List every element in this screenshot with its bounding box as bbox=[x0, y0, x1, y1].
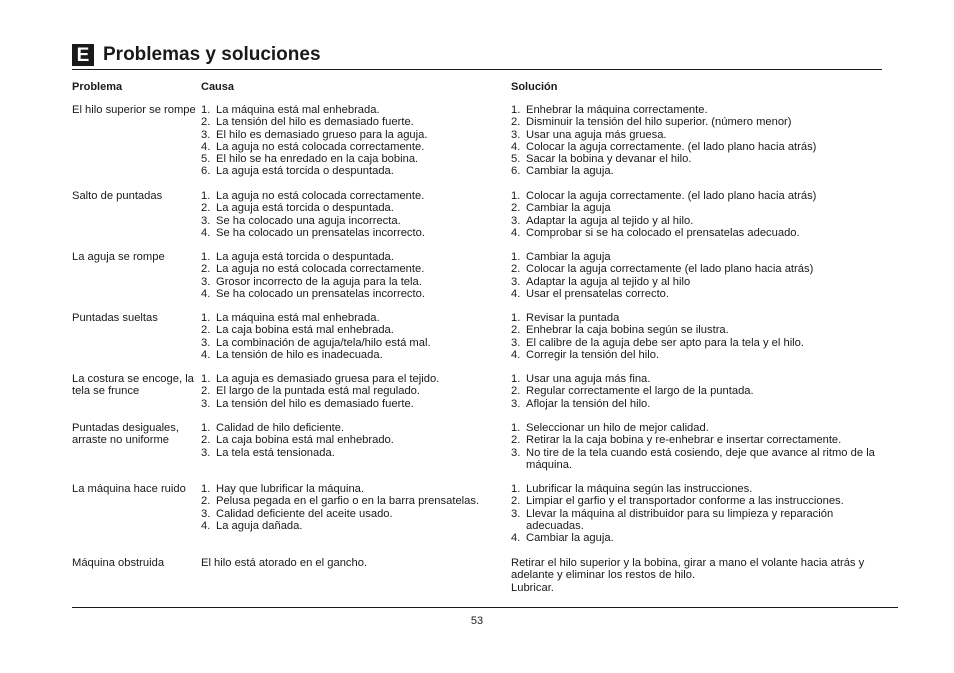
item-text: Colocar la aguja correctamente (el lado plano hacia atrás) bbox=[526, 263, 814, 276]
item-number: 3. bbox=[511, 275, 521, 288]
cause-list bbox=[201, 251, 501, 300]
item-text: Enhebrar la máquina correctamente. bbox=[526, 104, 708, 116]
cause-text: El hilo está atorado en el gancho. bbox=[201, 557, 368, 569]
cause-item bbox=[201, 337, 501, 349]
item-number: 4. bbox=[201, 140, 211, 153]
cause-item bbox=[201, 373, 501, 385]
cause-item bbox=[201, 202, 501, 214]
solution-item bbox=[511, 373, 891, 385]
item-text: El hilo es demasiado grueso para la aguja. bbox=[216, 128, 428, 141]
solution-item bbox=[511, 251, 891, 263]
item-text: Revisar la puntada bbox=[526, 312, 620, 324]
cause-item bbox=[201, 251, 501, 263]
item-number: 6. bbox=[201, 165, 211, 178]
problem-label: La aguja se rompe bbox=[72, 251, 165, 263]
item-text: Adaptar la aguja al tejido y al hilo bbox=[526, 275, 691, 288]
item-number: 2. bbox=[511, 116, 521, 129]
item-number: 6. bbox=[511, 165, 521, 178]
item-text: Calidad deficiente del aceite usado. bbox=[216, 507, 393, 520]
item-number: 2. bbox=[511, 324, 521, 337]
solution-item bbox=[511, 385, 891, 397]
column-header-solution: Solución bbox=[511, 81, 558, 93]
solution-item bbox=[511, 495, 891, 507]
page-title: Problemas y soluciones bbox=[103, 44, 321, 65]
item-number: 5. bbox=[201, 153, 211, 166]
column-header-cause: Causa bbox=[201, 81, 235, 93]
solution-item bbox=[511, 288, 891, 300]
solution-item bbox=[511, 227, 891, 239]
item-text: Adaptar la aguja al tejido y al hilo. bbox=[526, 214, 694, 227]
solution-item bbox=[511, 263, 891, 275]
item-number: 1. bbox=[511, 104, 521, 116]
item-number: 2. bbox=[511, 202, 521, 215]
item-number: 4. bbox=[201, 226, 211, 239]
item-text: La aguja dañada. bbox=[216, 519, 303, 532]
item-number: 4. bbox=[201, 287, 211, 300]
solution-line: Retirar el hilo superior y la bobina, girar a mano el volante hacia atrás y adelante y eliminar los restos de hilo. bbox=[511, 557, 865, 582]
cause-list bbox=[201, 422, 501, 459]
solution-item bbox=[511, 337, 891, 349]
problem-label: Salto de puntadas bbox=[72, 190, 163, 202]
item-text: Comprobar si se ha colocado el prensatelas adecuado. bbox=[526, 226, 800, 239]
item-text: Cambiar la aguja bbox=[526, 251, 611, 263]
item-number: 3. bbox=[511, 446, 521, 459]
solution-item bbox=[511, 532, 891, 544]
item-number: 3. bbox=[511, 397, 521, 410]
item-text: Pelusa pegada en el garfio o en la barra prensatelas. bbox=[216, 495, 480, 508]
cause-item bbox=[201, 276, 501, 288]
item-number: 2. bbox=[201, 434, 211, 447]
solution-item bbox=[511, 129, 891, 141]
cause-item bbox=[201, 263, 501, 275]
cause-item bbox=[201, 165, 501, 177]
item-text: Retirar la la caja bobina y re-enhebrar e insertar correctamente. bbox=[526, 434, 842, 447]
solution-item bbox=[511, 483, 891, 495]
item-number: 2. bbox=[511, 263, 521, 276]
section-header bbox=[72, 44, 321, 66]
cause-item bbox=[201, 398, 501, 410]
solution-item bbox=[511, 434, 891, 446]
item-text: La máquina está mal enhebrada. bbox=[216, 312, 380, 324]
solution-item bbox=[511, 508, 891, 533]
problem-label: La costura se encoge, la tela se frunce bbox=[72, 373, 194, 398]
item-number: 3. bbox=[201, 446, 211, 459]
item-text: Cambiar la aguja. bbox=[526, 165, 614, 178]
item-text: Calidad de hilo deficiente. bbox=[216, 422, 345, 434]
item-number: 4. bbox=[511, 532, 521, 545]
item-text: La aguja está torcida o despuntada. bbox=[216, 165, 394, 178]
footer-divider bbox=[72, 607, 898, 608]
item-number: 2. bbox=[201, 495, 211, 508]
item-number: 3. bbox=[511, 128, 521, 141]
item-number: 3. bbox=[201, 214, 211, 227]
item-number: 2. bbox=[201, 202, 211, 215]
item-number: 1. bbox=[201, 312, 211, 324]
item-text: Cambiar la aguja. bbox=[526, 532, 614, 545]
item-number: 3. bbox=[511, 507, 521, 520]
item-number: 2. bbox=[201, 324, 211, 337]
solution-item bbox=[511, 104, 891, 116]
solution-item bbox=[511, 398, 891, 410]
item-text: El calibre de la aguja debe ser apto para la tela y el hilo. bbox=[526, 336, 804, 349]
solution-item bbox=[511, 165, 891, 177]
cause-list bbox=[201, 312, 501, 361]
item-number: 3. bbox=[511, 214, 521, 227]
item-text: Disminuir la tensión del hilo superior. (número menor) bbox=[526, 116, 792, 129]
problem-label: Puntadas sueltas bbox=[72, 312, 158, 324]
item-text: La tensión del hilo es demasiado fuerte. bbox=[216, 397, 414, 410]
item-number: 3. bbox=[511, 336, 521, 349]
item-text: La caja bobina está mal enhebrado. bbox=[216, 434, 394, 447]
solution-item bbox=[511, 349, 891, 361]
item-number: 1. bbox=[201, 251, 211, 263]
cause-list bbox=[201, 190, 501, 239]
cause-list bbox=[201, 373, 501, 410]
item-text: Colocar la aguja correctamente. (el lado plano hacia atrás) bbox=[526, 140, 817, 153]
item-number: 1. bbox=[511, 483, 521, 495]
problem-label: Puntadas desiguales, arraste no uniforme bbox=[72, 422, 179, 447]
solution-item bbox=[511, 324, 891, 336]
solution-item bbox=[511, 141, 891, 153]
item-text: Corregir la tensión del hilo. bbox=[526, 348, 660, 361]
item-text: La aguja está torcida o despuntada. bbox=[216, 202, 394, 215]
item-number: 4. bbox=[511, 140, 521, 153]
cause-item bbox=[201, 312, 501, 324]
solution-text bbox=[511, 557, 881, 594]
item-number: 2. bbox=[201, 116, 211, 129]
item-text: La caja bobina está mal enhebrada. bbox=[216, 324, 394, 337]
item-number: 3. bbox=[201, 128, 211, 141]
solution-item bbox=[511, 312, 891, 324]
item-text: Sacar la bobina y devanar el hilo. bbox=[526, 153, 692, 166]
item-number: 1. bbox=[511, 190, 521, 202]
solution-list bbox=[511, 373, 891, 410]
item-number: 4. bbox=[511, 348, 521, 361]
cause-item bbox=[201, 422, 501, 434]
solution-item bbox=[511, 153, 891, 165]
item-text: Cambiar la aguja bbox=[526, 202, 611, 215]
cause-item bbox=[201, 288, 501, 300]
item-text: El largo de la puntada está mal regulado. bbox=[216, 385, 420, 398]
solution-item bbox=[511, 116, 891, 128]
item-number: 1. bbox=[511, 312, 521, 324]
item-number: 2. bbox=[201, 385, 211, 398]
section-letter-badge: E bbox=[72, 44, 94, 66]
solution-list bbox=[511, 422, 891, 471]
item-number: 1. bbox=[201, 422, 211, 434]
solution-item bbox=[511, 202, 891, 214]
cause-item bbox=[201, 483, 501, 495]
item-text: Enhebrar la caja bobina según se ilustra. bbox=[526, 324, 729, 337]
item-text: La aguja no está colocada correctamente. bbox=[216, 263, 425, 276]
solution-list bbox=[511, 251, 891, 300]
problem-label: La máquina hace ruido bbox=[72, 483, 186, 495]
solution-item bbox=[511, 215, 891, 227]
item-text: Usar una aguja más fina. bbox=[526, 373, 651, 385]
item-text: Llevar la máquina al distribuidor para su limpieza y reparación adecuadas. bbox=[526, 507, 834, 532]
cause-item bbox=[201, 116, 501, 128]
item-text: El hilo se ha enredado en la caja bobina. bbox=[216, 153, 419, 166]
item-number: 4. bbox=[201, 348, 211, 361]
item-text: Colocar la aguja correctamente. (el lado plano hacia atrás) bbox=[526, 190, 817, 202]
cause-item bbox=[201, 349, 501, 361]
solution-item bbox=[511, 190, 891, 202]
column-header-problem: Problema bbox=[72, 81, 123, 93]
cause-item bbox=[201, 129, 501, 141]
item-text: Usar el prensatelas correcto. bbox=[526, 287, 670, 300]
item-text: La aguja no está colocada correctamente. bbox=[216, 140, 425, 153]
item-text: La tela está tensionada. bbox=[216, 446, 335, 459]
solution-list bbox=[511, 190, 891, 239]
item-text: Seleccionar un hilo de mejor calidad. bbox=[526, 422, 709, 434]
solution-list bbox=[511, 104, 891, 178]
cause-item bbox=[201, 434, 501, 446]
item-text: Se ha colocado una aguja incorrecta. bbox=[216, 214, 401, 227]
cause-item bbox=[201, 215, 501, 227]
solution-item bbox=[511, 276, 891, 288]
cause-item bbox=[201, 324, 501, 336]
item-text: La tensión de hilo es inadecuada. bbox=[216, 348, 383, 361]
solution-item bbox=[511, 447, 891, 472]
cause-item bbox=[201, 227, 501, 239]
item-number: 1. bbox=[201, 190, 211, 202]
item-text: Se ha colocado un prensatelas incorrecto. bbox=[216, 226, 425, 239]
cause-list bbox=[201, 483, 501, 532]
item-number: 3. bbox=[201, 336, 211, 349]
cause-item bbox=[201, 508, 501, 520]
cause-item bbox=[201, 104, 501, 116]
item-number: 4. bbox=[201, 519, 211, 532]
item-text: La tensión del hilo es demasiado fuerte. bbox=[216, 116, 414, 129]
item-number: 1. bbox=[201, 483, 211, 495]
item-text: La máquina está mal enhebrada. bbox=[216, 104, 380, 116]
item-text: No tire de la tela cuando está cosiendo, deje que avance al ritmo de la máquina. bbox=[526, 446, 875, 471]
item-text: Usar una aguja más gruesa. bbox=[526, 128, 667, 141]
problem-label: El hilo superior se rompe bbox=[72, 104, 196, 116]
item-text: Lubrificar la máquina según las instrucciones. bbox=[526, 483, 753, 495]
item-text: La aguja no está colocada correctamente. bbox=[216, 190, 425, 202]
page-number: 53 bbox=[470, 615, 484, 627]
item-number: 1. bbox=[511, 251, 521, 263]
item-number: 1. bbox=[201, 373, 211, 385]
item-number: 2. bbox=[511, 434, 521, 447]
item-text: Se ha colocado un prensatelas incorrecto. bbox=[216, 287, 425, 300]
solution-list bbox=[511, 483, 891, 544]
item-text: La aguja es demasiado gruesa para el tejido. bbox=[216, 373, 440, 385]
item-number: 3. bbox=[201, 507, 211, 520]
header-divider bbox=[72, 69, 882, 70]
item-number: 3. bbox=[201, 397, 211, 410]
cause-item bbox=[201, 385, 501, 397]
item-number: 2. bbox=[511, 495, 521, 508]
item-number: 1. bbox=[511, 373, 521, 385]
problem-label: Máquina obstruida bbox=[72, 557, 165, 569]
cause-item bbox=[201, 495, 501, 507]
item-text: Hay que lubrificar la máquina. bbox=[216, 483, 364, 495]
cause-list bbox=[201, 104, 501, 178]
item-text: La combinación de aguja/tela/hilo está mal. bbox=[216, 336, 431, 349]
item-text: Limpiar el garfio y el transportador conforme a las instrucciones. bbox=[526, 495, 844, 508]
cause-item bbox=[201, 447, 501, 459]
item-number: 2. bbox=[511, 385, 521, 398]
item-text: La aguja está torcida o despuntada. bbox=[216, 251, 394, 263]
cause-item bbox=[201, 141, 501, 153]
item-text: Aflojar la tensión del hilo. bbox=[526, 397, 651, 410]
item-number: 1. bbox=[511, 422, 521, 434]
solution-item bbox=[511, 422, 891, 434]
cause-item bbox=[201, 153, 501, 165]
item-number: 2. bbox=[201, 263, 211, 276]
item-number: 5. bbox=[511, 153, 521, 166]
item-number: 3. bbox=[201, 275, 211, 288]
cause-item bbox=[201, 520, 501, 532]
solution-list bbox=[511, 312, 891, 361]
item-number: 4. bbox=[511, 226, 521, 239]
item-number: 1. bbox=[201, 104, 211, 116]
solution-line: Lubricar. bbox=[511, 581, 554, 594]
cause-item bbox=[201, 190, 501, 202]
item-text: Regular correctamente el largo de la puntada. bbox=[526, 385, 754, 398]
item-text: Grosor incorrecto de la aguja para la tela. bbox=[216, 275, 422, 288]
item-number: 4. bbox=[511, 287, 521, 300]
